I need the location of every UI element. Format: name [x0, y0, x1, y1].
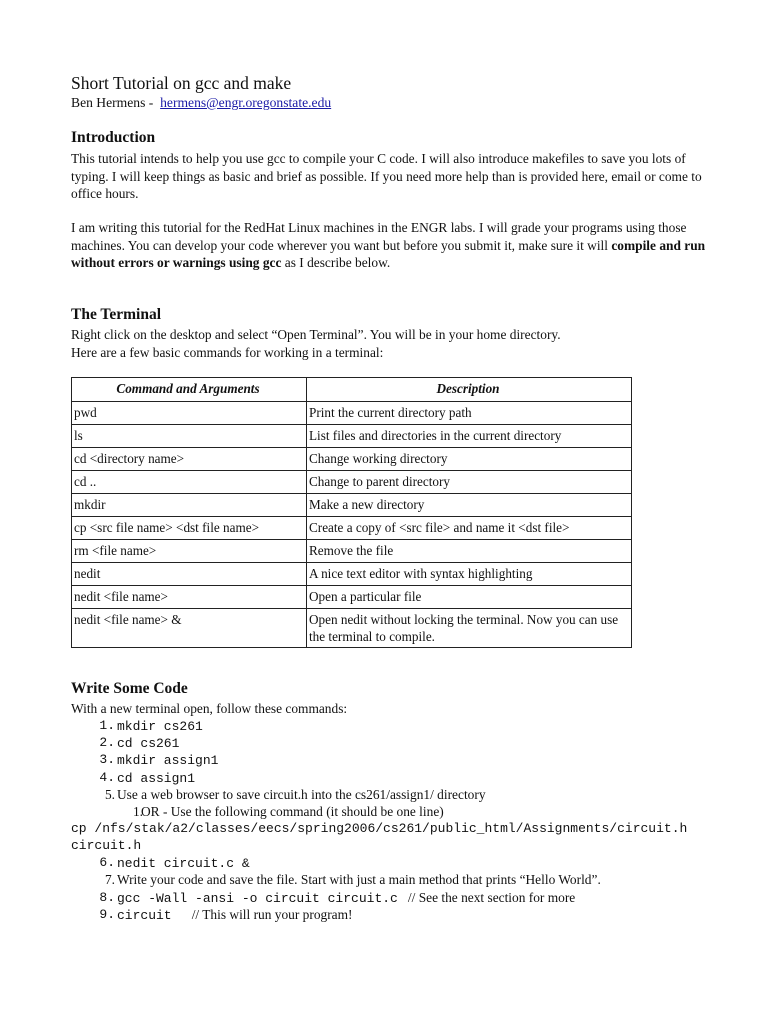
step-command-long — [71, 820, 731, 854]
step-command: circuit — [117, 907, 172, 923]
step-number: 7. — [104, 872, 115, 888]
table-row — [72, 448, 632, 471]
step-command: mkdir cs261 — [117, 719, 203, 734]
intro-paragraph-1: This tutorial intends to help you use gcc to compile your C code. I will also introduce makefiles to save you lots of typing. I will keep things as basic and brief as possible. If you need more help than is provided here, email or come to office hours. — [71, 151, 702, 201]
substep-item — [71, 803, 731, 820]
command-cell: mkdir — [72, 494, 307, 517]
page-title: Short Tutorial on gcc and make — [71, 73, 292, 93]
command-cell: nedit — [72, 563, 307, 586]
description-cell: Open nedit without locking the terminal. Now you can use the terminal to compile. — [307, 609, 632, 648]
intro-p2-text: I am writing this tutorial for the RedHat Linux machines in the ENGR labs. I will grade your programs using those machines. You can develop your code wherever you want but before you submit it, make sure it will — [71, 220, 687, 253]
step-command: cd cs261 — [117, 736, 180, 752]
command-cell: rm <file name> — [72, 540, 307, 563]
description-cell: Change to parent directory — [307, 471, 632, 494]
table-row — [72, 494, 632, 517]
description-cell: Print the current directory path — [307, 402, 632, 425]
table-row — [72, 471, 632, 494]
description-cell: Open a particular file — [307, 586, 632, 609]
description-cell: A nice text editor with syntax highlighting — [307, 563, 632, 586]
step-number: 9. — [99, 906, 115, 922]
table-row — [72, 425, 632, 448]
commands-table-body — [72, 402, 632, 648]
step-number: 2. — [99, 735, 115, 751]
commands-table — [71, 377, 632, 648]
step-item — [71, 889, 731, 906]
terminal-paragraph-1: Right click on the desktop and select “Open Terminal”. You will be in your home directory. — [71, 327, 561, 342]
table-header-row — [72, 378, 632, 402]
table-row — [72, 586, 632, 609]
step-item — [71, 751, 731, 768]
step-command: mkdir assign1 — [117, 753, 219, 769]
header-command: Command and Arguments — [72, 378, 307, 402]
command-cell: cd .. — [72, 471, 307, 494]
step-text: OR - Use the following command (it should be one line) — [141, 803, 444, 819]
step-number: 4. — [99, 769, 115, 785]
author-line — [71, 95, 331, 111]
step-item — [71, 871, 731, 888]
step-number: 3. — [99, 752, 115, 768]
intro-heading: Introduction — [71, 129, 156, 146]
command-cell: pwd — [72, 402, 307, 425]
step-item — [71, 717, 731, 734]
description-cell: Change working directory — [307, 448, 632, 471]
table-row — [72, 609, 632, 648]
step-text: Write your code and save the file. Start with just a main method that prints “Hello World”. — [117, 872, 601, 888]
intro-p2-end: as I describe below. — [281, 255, 391, 270]
step-long-command-text: cp /nfs/stak/a2/classes/eecs/spring2006/cs261/public_html/Assignments/circuit.h circuit.h — [71, 821, 688, 854]
step-comment: // See the next section for more — [397, 889, 576, 905]
author-name: Ben Hermens — [71, 95, 146, 110]
step-item — [71, 769, 731, 786]
command-cell: cd <directory name> — [72, 448, 307, 471]
step-number: 1. — [132, 803, 143, 819]
step-number: 8. — [99, 889, 115, 905]
step-item — [71, 786, 731, 803]
step-item — [71, 906, 731, 923]
intro-paragraph-2 — [71, 219, 711, 272]
description-cell: List files and directories in the current directory — [307, 425, 632, 448]
author-email-link[interactable]: hermens@engr.oregonstate.edu — [160, 95, 332, 110]
description-cell: Remove the file — [307, 540, 632, 563]
steps-list — [71, 717, 731, 923]
step-command: nedit circuit.c & — [117, 856, 250, 872]
table-row — [72, 402, 632, 425]
header-description: Description — [307, 378, 632, 402]
description-cell: Create a copy of <src file> and name it <dst file> — [307, 517, 632, 540]
command-cell: ls — [72, 425, 307, 448]
step-item — [71, 734, 731, 751]
step-command: gcc -Wall -ansi -o circuit circuit.c — [117, 890, 398, 906]
table-row — [72, 540, 632, 563]
terminal-heading: The Terminal — [71, 306, 162, 323]
step-item — [71, 854, 731, 871]
author-separator: - — [145, 95, 157, 110]
step-text: Use a web browser to save circuit.h into the cs261/assign1/ directory — [117, 786, 486, 802]
table-row — [72, 517, 632, 540]
code-heading: Write Some Code — [71, 680, 188, 697]
command-cell: cp <src file name> <dst file name> — [72, 517, 307, 540]
command-cell: nedit <file name> — [72, 586, 307, 609]
step-command: cd assign1 — [117, 770, 196, 786]
command-cell: nedit <file name> & — [72, 609, 307, 648]
table-row — [72, 563, 632, 586]
code-intro: With a new terminal open, follow these commands: — [71, 701, 348, 716]
intro-p2-bold: compile and run without errors or warnings using gcc — [71, 237, 706, 270]
description-cell: Make a new directory — [307, 494, 632, 517]
step-comment: // This will run your program! — [171, 906, 353, 922]
step-number: 1. — [99, 718, 115, 733]
step-number: 5. — [104, 786, 115, 802]
terminal-paragraph-2: Here are a few basic commands for working in a terminal: — [71, 345, 384, 360]
step-number: 6. — [99, 855, 115, 871]
